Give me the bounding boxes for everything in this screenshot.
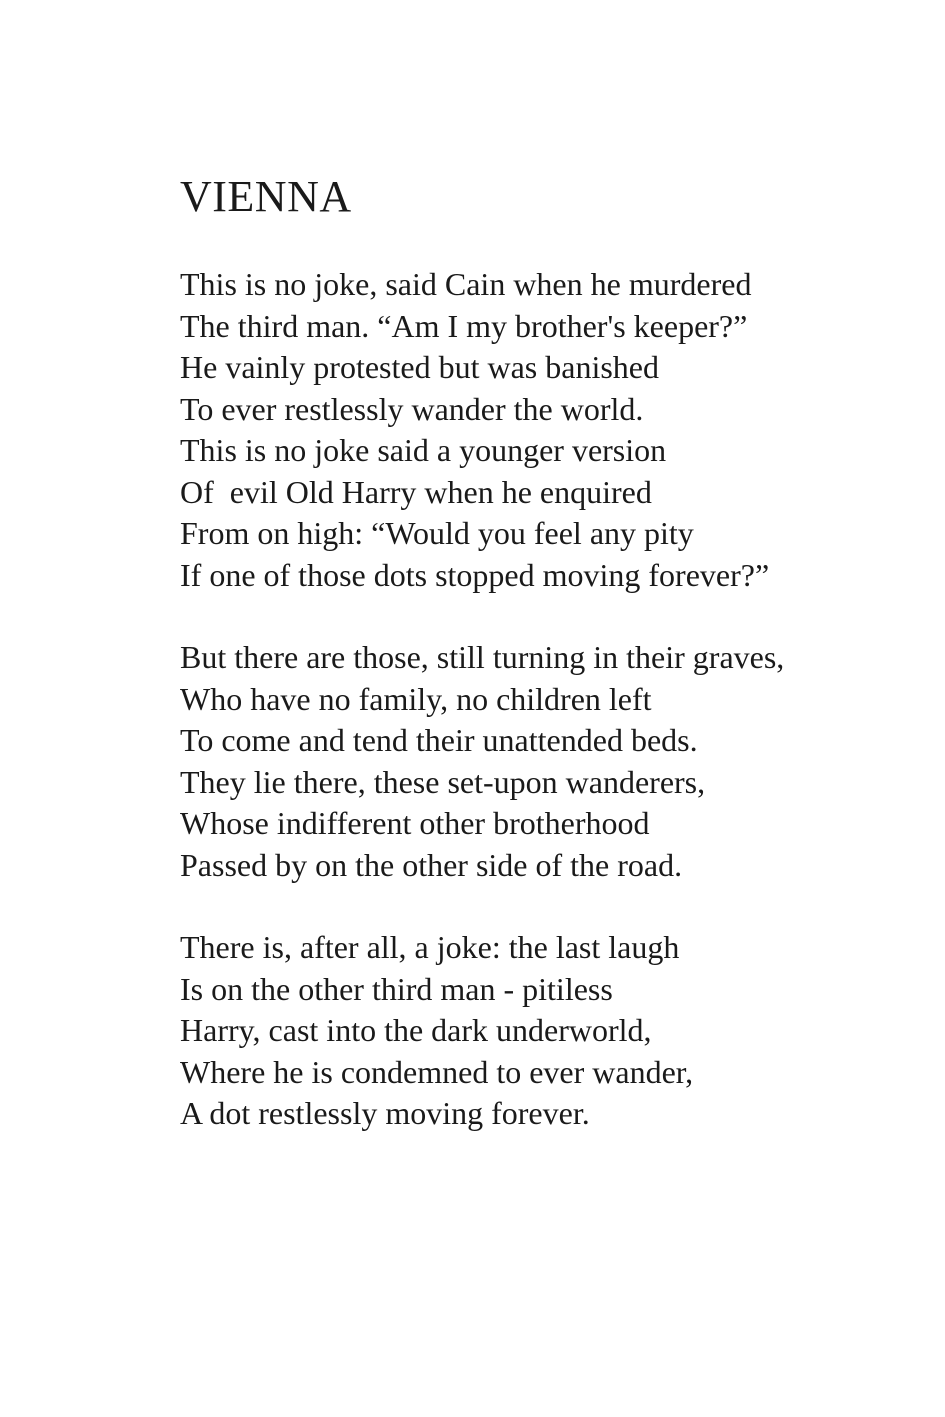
- poem-line: They lie there, these set-upon wanderers,: [180, 763, 706, 800]
- stanza-2: [180, 637, 900, 886]
- poem-line: Where he is condemned to ever wander,: [180, 1053, 694, 1090]
- stanza-3: [180, 927, 900, 1135]
- poem-line: This is no joke, said Cain when he murdered: [180, 266, 752, 302]
- poem-line: If one of those dots stopped moving forever?”: [180, 556, 770, 593]
- poem-line: There is, after all, a joke: the last laugh: [180, 929, 680, 965]
- poem-line: This is no joke said a younger version: [180, 432, 667, 468]
- poem-line: Passed by on the other side of the road.: [180, 846, 683, 883]
- stanza-1: [180, 264, 900, 596]
- poem-line: Harry, cast into the dark underworld,: [180, 1012, 652, 1048]
- poem-line: A dot restlessly moving forever.: [180, 1095, 590, 1131]
- poem-line: Who have no family, no children left: [180, 680, 652, 717]
- poem-line: He vainly protested but was banished: [180, 349, 659, 385]
- poem-line: The third man. “Am I my brother's keeper?”: [180, 307, 748, 344]
- poem-line: Is on the other third man - pitiless: [180, 970, 613, 1007]
- poem-title: VIENNA: [180, 172, 352, 221]
- poem-line: Whose indifferent other brotherhood: [180, 805, 650, 841]
- poem-line: Of evil Old Harry when he enquired: [180, 473, 652, 510]
- poem-line: To come and tend their unattended beds.: [180, 722, 698, 758]
- poem-line: From on high: “Would you feel any pity: [180, 515, 694, 551]
- poem-body: [180, 264, 900, 1176]
- poem-line: But there are those, still turning in their graves,: [180, 639, 785, 675]
- poem-line: To ever restlessly wander the world.: [180, 390, 644, 427]
